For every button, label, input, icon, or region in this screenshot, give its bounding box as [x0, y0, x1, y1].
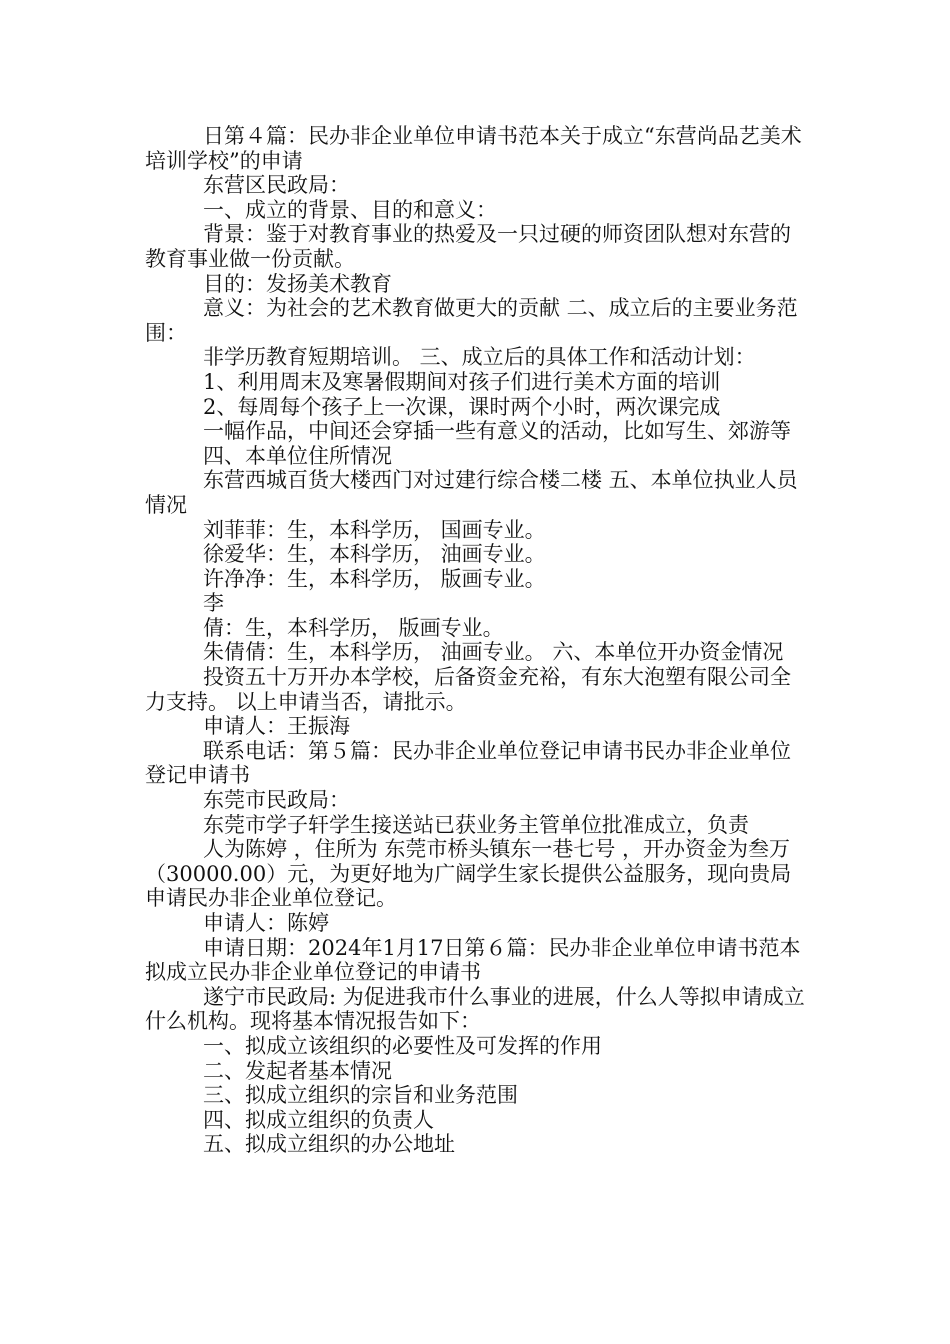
paragraph-8: 1、利用周末及寒暑假期间对孩子们进行美术方面的培训 — [203, 369, 721, 394]
paragraph-6: 意义：为社会的艺术教育做更大的贡献 二、成立后的主要业务范围： — [145, 296, 798, 345]
paragraph-32: 五、拟成立组织的办公地址 — [203, 1132, 455, 1157]
paragraph-25: 申请人：陈婷 — [203, 911, 329, 935]
paragraph-10: 一幅作品，中间还会穿插一些有意义的活动，比如写生、郊游等 — [203, 419, 791, 444]
paragraph-9: 2、每周每个孩子上一次课，课时两个小时，两次课完成 — [203, 394, 721, 419]
document-body — [145, 124, 810, 1157]
paragraph-3: 一、成立的背景、目的和意义： — [203, 197, 497, 222]
paragraph-5: 目的：发扬美术教育 — [203, 271, 392, 296]
paragraph-15: 许净净：生，本科学历， 版画专业。 — [203, 566, 546, 591]
paragraph-22: 东莞市民政局： — [203, 788, 350, 813]
paragraph-2: 东营区民政局： — [203, 173, 350, 198]
paragraph-31: 四、拟成立组织的负责人 — [203, 1107, 434, 1132]
paragraph-19: 投资五十万开办本学校，后备资金充裕，有东大泡塑有限公司全力支持。 以上申请当否，请批示。 — [145, 665, 791, 714]
paragraph-29: 二、发起者基本情况 — [203, 1058, 392, 1083]
paragraph-20: 申请人：王振海 — [203, 714, 350, 739]
paragraph-14: 徐爱华：生，本科学历， 油画专业。 — [203, 542, 546, 567]
paragraph-4: 背景：鉴于对教育事业的热爱及一只过硬的师资团队想对东营的教育事业做一份贡献。 — [145, 222, 791, 271]
paragraph-13: 刘菲菲：生，本科学历， 国画专业。 — [203, 517, 546, 542]
paragraph-23: 东莞市学子轩学生接送站已获业务主管单位批准成立，负责 — [203, 812, 749, 837]
paragraph-21: 联系电话：第５篇：民办非企业单位登记申请书民办非企业单位登记申请书 — [145, 738, 791, 788]
paragraph-7: 非学历教育短期培训。 三、成立后的具体工作和活动计划： — [203, 345, 756, 370]
paragraph-28: 一、拟成立该组织的必要性及可发挥的作用 — [203, 1033, 602, 1058]
paragraph-12: 东营西城百货大楼西门对过建行综合楼二楼 五、本单位执业人员情况 — [145, 468, 798, 517]
paragraph-1: 日第４篇：民办非企业单位申请书范本关于成立“东营尚品艺美术培训学校”的申请 — [145, 124, 802, 173]
paragraph-27: 遂宁市民政局: 为促进我市什么事业的进展，什么人等拟申请成立什么机构。现将基本情况报告如下： — [145, 984, 805, 1034]
paragraph-17: 倩：生，本科学历， 版画专业。 — [203, 615, 504, 640]
paragraph-24: 人为陈婷 ，住所为 东莞市桥头镇东一巷七号 ，开办资金为叁万（30000.00）元，为更好地为广阔学生家长提供公益服务，现向贵局申请民办非企业单位登记。 — [145, 837, 792, 911]
paragraph-18: 朱倩倩：生，本科学历， 油画专业。 六、本单位开办资金情况 — [203, 640, 784, 665]
paragraph-11: 四、本单位住所情况 — [203, 443, 392, 468]
paragraph-26: 申请日期：2024年1月17日第６篇：民办非企业单位申请书范本拟成立民办非企业单位登记的申请书 — [145, 935, 801, 985]
paragraph-16: 李 — [203, 591, 224, 616]
paragraph-30: 三、拟成立组织的宗旨和业务范围 — [203, 1083, 518, 1108]
